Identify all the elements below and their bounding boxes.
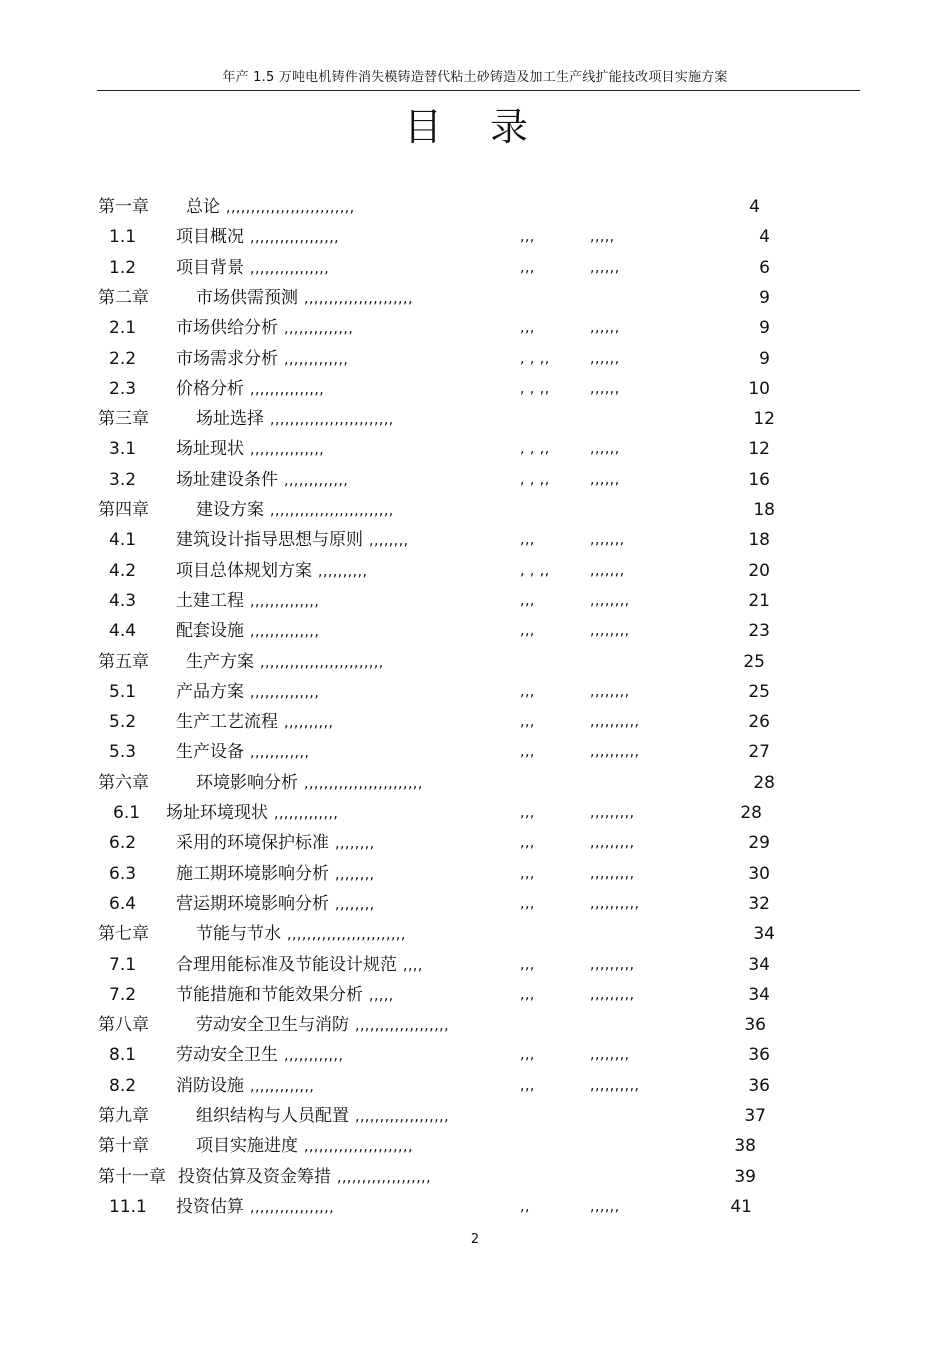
toc-leader-dots: ,,,,,,,,,,,,,,, [250,381,325,398]
toc-leader-dots: ,,,,,,,,,,,,, [284,351,349,368]
toc-entry-number: 4.3 [109,590,137,611]
toc-leader-dots: ,,, [520,320,535,337]
toc-leader-dots: ,,,,,,,, [590,1047,630,1064]
toc-chapter-row[interactable] [0,1010,950,1040]
toc-chapter-row[interactable] [0,404,950,434]
toc-leader-dots: ,,,,,,,, [590,623,630,640]
toc-entry-title-text: 配套设施 [176,621,244,642]
toc-entry-title [176,950,423,981]
toc-section-row[interactable] [0,707,950,737]
toc-leader-dots: ,,,,,,,,,,,,,,,,,,, [355,1018,450,1035]
toc-leader-dots: ,,, [520,683,535,700]
toc-chapter-row[interactable] [0,1101,950,1131]
toc-leader-dots: ,,,,,,,,,,,,,, [250,593,320,610]
toc-leader-dots: ,,,,,,,,,, [318,563,368,580]
toc-leader-dots: ,,,,,,,,,, [284,715,334,732]
toc-section-row[interactable] [0,222,950,252]
toc-entry-number: 5.1 [109,681,137,702]
toc-leader-dots: ,,, [520,1047,535,1064]
toc-page-number: 36 [748,1045,770,1066]
toc-leader-dots: ,,,,,,,,,,,,,,,,,,,,,, [304,290,413,307]
toc-chapter-row[interactable] [0,192,950,222]
toc-leader-dots: ,,,,,,,,,,,,,, [284,321,354,338]
toc-entry-number: 第十章 [98,1136,149,1157]
running-header: 年产 1.5 万吨电机铸件消失模铸造替代粘土砂铸造及加工生产线扩能技改项目实施方案 [222,70,728,85]
toc-entry-title [176,1040,343,1071]
toc-section-row[interactable] [0,798,950,828]
toc-entry-title [176,222,339,253]
toc-entry-number: 6.2 [109,833,137,854]
toc-section-row[interactable] [0,586,950,616]
toc-section-row[interactable] [0,374,950,404]
toc-entry-title [186,647,384,678]
toc-entry-title [176,737,309,768]
toc-section-row[interactable] [0,556,950,586]
toc-page-number: 9 [759,348,770,369]
toc-leader-dots: ,,, [520,1077,535,1094]
toc-page-number: 26 [748,712,770,733]
toc-entry-title [176,313,353,344]
toc-entry-title-text: 生产工艺流程 [176,712,278,733]
toc-leader-dots: ,,,,,,,,,,,,,,,,, [250,1199,335,1216]
toc-leader-dots: ,,,,,,,,,,,,,,,,,,,,,,,, [304,775,423,792]
toc-entry-title-text: 建设方案 [196,500,264,520]
toc-leader-dots: ,,, [520,744,535,761]
toc-entry-title-text: 场址环境现状 [166,803,268,823]
toc-entry-title-text: 价格分析 [176,378,244,399]
toc-leader-dots: , , ,, [520,441,550,458]
toc-entry-number: 3.1 [109,439,137,460]
toc-leader-dots: ,,,,,,,,,,,,,,,,,,,,,,,,, [270,412,394,429]
toc-page-number: 12 [748,439,770,460]
toc-page-number: 39 [734,1166,756,1187]
toc-leader-dots: ,,, [520,623,535,640]
toc-leader-dots: ,,,,,,,,,,,,,, [250,624,320,641]
toc-leader-dots: ,,,,,,,,,,,,,,,,,,,,,,,, [287,927,406,944]
toc-entry-number: 11.1 [109,1196,147,1217]
toc-entry-number: 4.4 [109,621,137,642]
toc-leader-dots: ,,,,,,,,,, [590,714,640,731]
toc-entry-number: 7.2 [109,984,137,1005]
toc-entry-title [176,586,319,617]
toc-entry-number: 第三章 [98,409,149,430]
toc-entry-title [178,1162,431,1193]
toc-entry-number: 第四章 [98,500,149,520]
toc-leader-dots: ,,,,,,,, [590,592,630,609]
toc-entry-title-text: 营运期环境影响分析 [176,893,329,914]
toc-chapter-row[interactable] [0,1131,950,1161]
toc-entry-title [196,919,406,950]
toc-page-number: 16 [748,469,770,490]
toc-entry-number: 第八章 [98,1015,149,1036]
toc-page-number: 28 [740,803,762,823]
toc-section-row[interactable] [0,1192,950,1222]
toc-leader-dots: ,,, [520,956,535,973]
toc-page-number: 9 [759,287,770,308]
toc-page-number: 18 [748,530,770,551]
toc-leader-dots: ,,,,,,,,,,,,, [284,472,349,489]
toc-section-row[interactable] [0,344,950,374]
toc-leader-dots: ,,,,,, [590,1198,620,1215]
toc-section-row[interactable] [0,465,950,495]
toc-page-number: 25 [748,681,770,702]
toc-entry-title [196,1101,449,1132]
toc-entry-title [196,1131,413,1162]
toc-page-number: 34 [753,924,775,945]
toc-leader-dots: ,,,,,, [590,350,620,367]
toc-entry-title [176,889,375,920]
toc-entry-number: 1.2 [109,257,137,278]
toc-entry-title-text: 生产设备 [176,742,244,763]
toc-entry-title-text: 生产方案 [186,651,254,672]
toc-entry-title-text: 劳动安全卫生与消防 [196,1015,349,1036]
toc-entry-title [176,525,409,556]
toc-leader-dots: ,,,,,,,,,,,,,,,,,,,,,, [304,1139,413,1156]
toc-section-row[interactable] [0,525,950,555]
toc-section-row[interactable] [0,434,950,464]
toc-page-number: 38 [734,1136,756,1157]
toc-entry-number: 6.1 [113,803,141,823]
toc-entry-title-text: 劳动安全卫生 [176,1045,278,1066]
toc-leader-dots: ,,,,,, [590,320,620,337]
toc-entry-title [176,616,319,647]
toc-entry-title-text: 采用的环境保护标准 [176,833,329,854]
toc-entry-number: 6.3 [109,863,137,884]
toc-leader-dots: ,,,,,,,,,,,,,,,,,, [250,230,340,247]
toc-leader-dots: ,,,,,, [590,471,620,488]
toc-entry-title [176,465,348,496]
toc-section-row[interactable] [0,1071,950,1101]
toc-leader-dots: ,,,,,,,,,, [590,744,640,761]
toc-leader-dots: ,,,,,,,, [335,896,375,913]
toc-leader-dots: ,,,,,,,,,,,, [250,745,310,762]
toc-page-number: 27 [748,742,770,763]
toc-leader-dots: ,,,,,,,,, [590,865,635,882]
toc-leader-dots: ,,, [520,259,535,276]
toc-leader-dots: ,,,,,,,,,,,,,,,, [250,260,330,277]
toc-leader-dots: ,, [520,1198,530,1215]
toc-entry-title-text: 市场需求分析 [176,348,278,369]
toc-entry-number: 1.1 [109,227,137,248]
page-number: 2 [470,1232,480,1247]
toc-section-row[interactable] [0,737,950,767]
toc-leader-dots: ,,, [520,714,535,731]
toc-entry-title [176,556,368,587]
toc-entry-title-text: 节能措施和节能效果分析 [176,984,363,1005]
toc-leader-dots: ,,,,,,,, [590,683,630,700]
toc-leader-dots: ,,,,,,,, [335,866,375,883]
toc-entry-title-text: 建筑设计指导思想与原则 [176,530,363,551]
toc-leader-dots: ,,, [520,229,535,246]
toc-page-number: 25 [743,651,765,672]
toc-entry-title [176,677,319,708]
toc-entry-title [176,1071,314,1102]
toc-section-row[interactable] [0,889,950,919]
toc-leader-dots: ,,,,,,,,,, [590,1077,640,1094]
toc-entry-title [176,859,375,890]
toc-section-row[interactable] [0,859,950,889]
toc-chapter-row[interactable] [0,768,950,798]
toc-leader-dots: ,,,,,,,,,,,,,,, [250,442,325,459]
toc-page-number: 41 [730,1196,752,1217]
toc-entry-title-text: 项目总体规划方案 [176,560,312,581]
toc-entry-title-text: 合理用能标准及节能设计规范 [176,954,397,975]
toc-page-number: 37 [744,1106,766,1126]
toc-entry-title-text: 场址建设条件 [176,469,278,490]
toc-leader-dots: ,,,,, [369,987,394,1004]
toc-page-number: 12 [753,409,775,430]
toc-chapter-row[interactable] [0,495,950,525]
toc-entry-title-text: 项目实施进度 [196,1136,298,1157]
toc-entry-number: 4.2 [109,560,137,581]
toc-entry-number: 6.4 [109,893,137,914]
toc-leader-dots: ,,,,,, [590,380,620,397]
toc-title: 目 录 [403,105,547,149]
toc-entry-title [176,344,348,375]
toc-entry-title [176,1192,334,1223]
toc-leader-dots: ,,,,,,,,,, [590,895,640,912]
toc-leader-dots: ,,,,,,,,,,,,,,,,,,,,,,,,, [270,503,394,519]
toc-entry-title [176,828,375,859]
toc-page-number: 20 [748,560,770,581]
toc-entry-title-text: 市场供给分析 [176,318,278,339]
toc-page-number: 29 [748,833,770,854]
toc-leader-dots: , , ,, [520,562,550,579]
toc-leader-dots: ,,,,,,,,, [590,986,635,1003]
toc-entry-number: 5.3 [109,742,137,763]
toc-leader-dots: , , ,, [520,350,550,367]
toc-page-number: 21 [748,590,770,611]
toc-leader-dots: ,,,, [403,957,423,974]
toc-entry-number: 第七章 [98,924,149,945]
toc-leader-dots: ,,, [520,592,535,609]
toc-leader-dots: ,,,,,,,, [335,836,375,853]
toc-entry-title-text: 环境影响分析 [196,772,298,793]
toc-leader-dots: ,,,,,,,,,,,,,,,,,,,,,,,,,, [226,200,355,216]
toc-entry-number: 8.1 [109,1045,137,1066]
toc-entry-number: 8.2 [109,1075,137,1096]
toc-leader-dots: ,,,,,,,,,,,,,,,,,,, [337,1169,432,1186]
toc-entry-number: 第十一章 [98,1166,166,1187]
toc-entry-number: 3.2 [109,469,137,490]
toc-entry-title [176,980,394,1011]
toc-leader-dots: ,,, [520,532,535,549]
toc-page-number: 10 [748,378,770,399]
toc-chapter-row[interactable] [0,1162,950,1192]
toc-entry-number: 第二章 [98,287,149,308]
toc-leader-dots: ,,,,,, [590,441,620,458]
toc-chapter-row[interactable] [0,919,950,949]
toc-section-row[interactable] [0,828,950,858]
toc-entry-title-text: 场址现状 [176,439,244,460]
toc-page-number: 32 [748,893,770,914]
toc-leader-dots: ,,,,,,, [590,532,625,549]
toc-entry-title [176,707,334,738]
toc-leader-dots: ,,, [520,835,535,852]
toc-leader-dots: ,,,,,,,,,,,,, [274,806,339,822]
toc-section-row[interactable] [0,1040,950,1070]
toc-entry-number: 2.3 [109,378,137,399]
toc-entry-title [186,192,355,223]
toc-entry-number: 第五章 [98,651,149,672]
toc-entry-title [176,253,329,284]
toc-leader-dots: ,,, [520,895,535,912]
toc-leader-dots: ,,,,,,,,,,,,,, [250,684,320,701]
toc-leader-dots: ,,,,,,, [590,562,625,579]
toc-leader-dots: ,,, [520,986,535,1003]
toc-entry-title [176,374,324,405]
toc-entry-title-text: 产品方案 [176,681,244,702]
toc-leader-dots: , , ,, [520,380,550,397]
toc-leader-dots: ,,,,,,,,,,,,,,,,,,, [355,1109,450,1125]
toc-entry-title-text: 组织结构与人员配置 [196,1106,349,1126]
toc-page-number: 30 [748,863,770,884]
toc-chapter-row[interactable] [0,647,950,677]
toc-page-number: 36 [744,1015,766,1036]
toc-section-row[interactable] [0,253,950,283]
toc-section-row[interactable] [0,313,950,343]
toc-entry-title [196,495,394,526]
toc-entry-number: 第九章 [98,1106,149,1126]
toc-entry-title [196,404,394,435]
toc-section-row[interactable] [0,980,950,1010]
toc-page-number: 4 [749,197,760,217]
toc-entry-title [196,768,423,799]
toc-entry-number: 4.1 [109,530,137,551]
toc-entry-number: 2.1 [109,318,137,339]
toc-leader-dots: ,,,,,,,,,,,,, [250,1078,315,1095]
toc-entry-title-text: 项目背景 [176,257,244,278]
toc-page-number: 28 [753,772,775,793]
toc-entry-title-text: 节能与节水 [196,924,281,945]
toc-page-number: 23 [748,621,770,642]
toc-leader-dots: ,,,,,,,,, [590,805,635,821]
toc-leader-dots: ,,,,,,,,, [590,956,635,973]
toc-entry-title-text: 投资估算 [176,1196,244,1217]
toc-entry-number: 7.1 [109,954,137,975]
toc-entry-title-text: 市场供需预测 [196,287,298,308]
toc-chapter-row[interactable] [0,283,950,313]
toc-leader-dots: ,,,,, [590,229,615,246]
header-rule [97,90,860,91]
toc-section-row[interactable] [0,616,950,646]
toc-entry-title [166,798,338,829]
toc-entry-title-text: 场址选择 [196,409,264,430]
toc-leader-dots: ,,,,,,,,,,,,,,,,,,,,,,,,, [260,654,384,671]
toc-entry-title-text: 投资估算及资金筹措 [178,1166,331,1187]
toc-page-number: 9 [759,318,770,339]
toc-leader-dots: ,,, [520,865,535,882]
toc-page-number: 6 [759,257,770,278]
toc-leader-dots: ,,,,,,,,, [590,835,635,852]
toc-entry-title [176,434,324,465]
toc-page-number: 34 [748,954,770,975]
toc-page-number: 18 [753,500,775,520]
toc-entry-title-text: 项目概况 [176,227,244,248]
toc-entry-number: 第一章 [98,197,149,217]
toc-entry-title-text: 土建工程 [176,590,244,611]
toc-leader-dots: , , ,, [520,471,550,488]
toc-section-row[interactable] [0,677,950,707]
toc-entry-title-text: 消防设施 [176,1075,244,1096]
toc-entry-title-text: 施工期环境影响分析 [176,863,329,884]
toc-entry-number: 第六章 [98,772,149,793]
toc-leader-dots: ,,,,,, [590,259,620,276]
toc-page-number: 36 [748,1075,770,1096]
toc-entry-title [196,1010,449,1041]
toc-entry-title [196,283,413,314]
toc-entry-title-text: 总论 [186,197,220,217]
toc-page-number: 34 [748,984,770,1005]
toc-entry-number: 2.2 [109,348,137,369]
toc-section-row[interactable] [0,950,950,980]
toc-leader-dots: ,,,,,,,,,,,, [284,1048,344,1065]
toc-leader-dots: ,,,,,,,, [369,533,409,550]
toc-leader-dots: ,,, [520,805,535,821]
toc-entry-number: 5.2 [109,712,137,733]
toc-page-number: 4 [759,227,770,248]
